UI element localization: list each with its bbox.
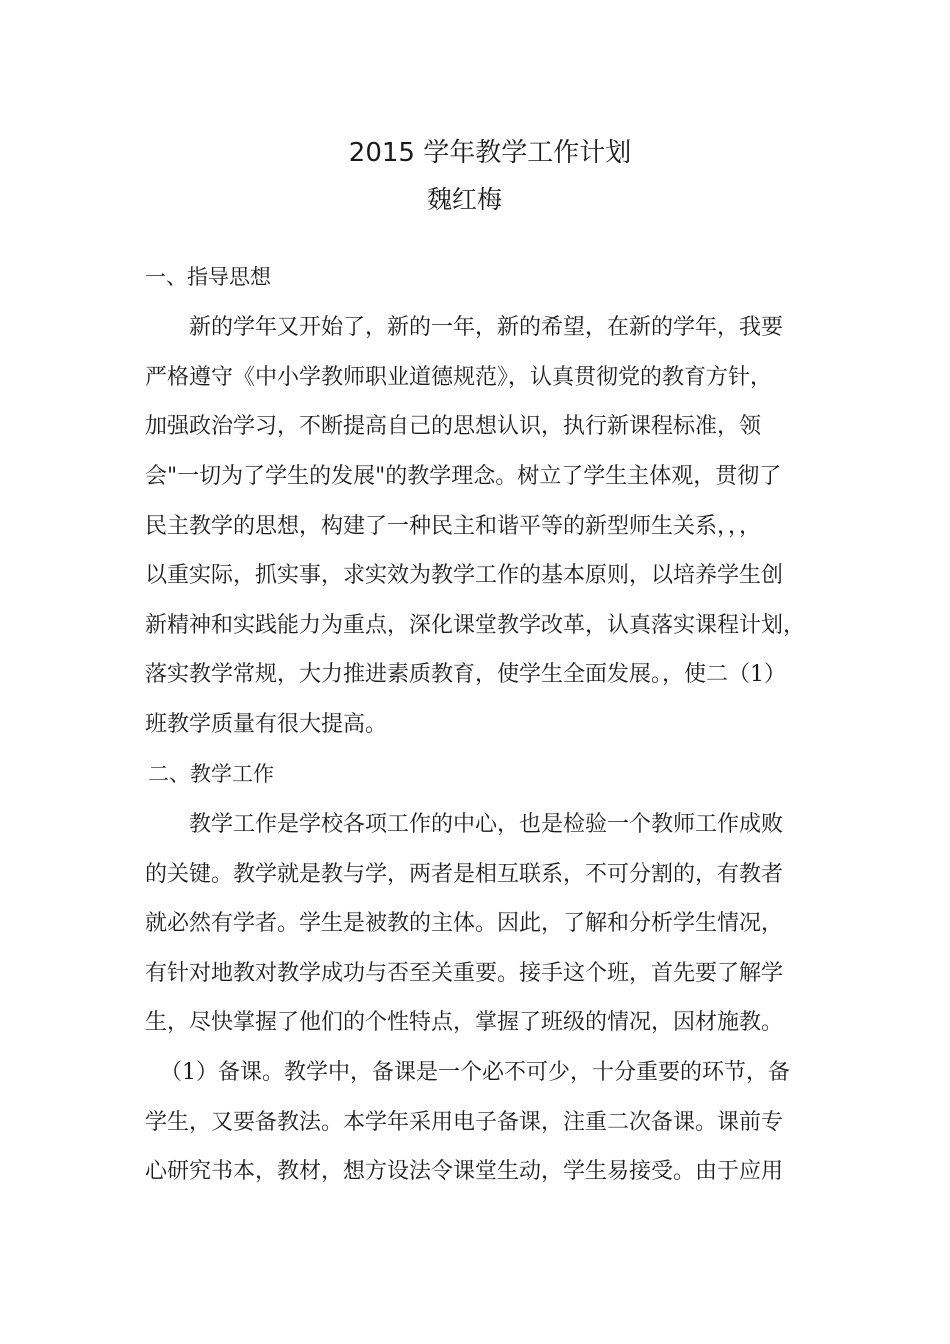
document-title: 2015 学年教学工作计划 — [348, 138, 632, 168]
paragraph-line: 严格遵守《中小学教师职业道德规范》，认真贯彻党的教育方针， — [145, 365, 773, 390]
paragraph-line: 新的学年又开始了，新的一年，新的希望，在新的学年，我要 — [189, 315, 784, 340]
author-name: 魏红梅 — [427, 185, 503, 214]
paragraph-line: 民主教学的思想，构建了一种民主和谐平等的新型师生关系，，， — [145, 514, 762, 539]
paragraph-line: 的关键。教学就是教与学，两者是相互联系，不可分割的，有教者 — [145, 862, 784, 887]
paragraph-line: （1）备课。教学中，备课是一个必不可少，十分重要的环节，备 — [160, 1060, 790, 1085]
paragraph-line: 生，尽快掌握了他们的个性特点，掌握了班级的情况，因材施教。 — [145, 1010, 784, 1035]
paragraph-line: 加强政治学习，不断提高自己的思想认识，执行新课程标准，领 — [145, 414, 762, 439]
paragraph-line: 教学工作是学校各项工作的中心，也是检验一个教师工作成败 — [189, 812, 784, 837]
paragraph-line: 就必然有学者。学生是被教的主体。因此，了解和分析学生情况， — [145, 911, 784, 936]
paragraph-line: 新精神和实践能力为重点，深化课堂教学改革，认真落实课程计划， — [145, 613, 806, 638]
paragraph-line: 学生，又要备教法。本学年采用电子备课，注重二次备课。课前专 — [145, 1110, 784, 1135]
section-heading-teaching-work: 二、教学工作 — [148, 762, 274, 786]
paragraph-line: 心研究书本，教材，想方设法令课堂生动，学生易接受。由于应用 — [145, 1159, 784, 1184]
paragraph-line: 有针对地教对教学成功与否至关重要。接手这个班，首先要了解学 — [145, 961, 784, 986]
paragraph-line: 会"一切为了学生的发展"的教学理念。树立了学生主体观，贯彻了 — [145, 464, 782, 489]
paragraph-line: 落实教学常规，大力推进素质教育，使学生全面发展。，使二（1） — [145, 662, 786, 687]
section-heading-guiding-ideology: 一、指导思想 — [145, 265, 271, 289]
paragraph-line: 班教学质量有很大提高。 — [145, 712, 388, 737]
paragraph-line: 以重实际，抓实事，求实效为教学工作的基本原则，以培养学生创 — [145, 563, 784, 588]
